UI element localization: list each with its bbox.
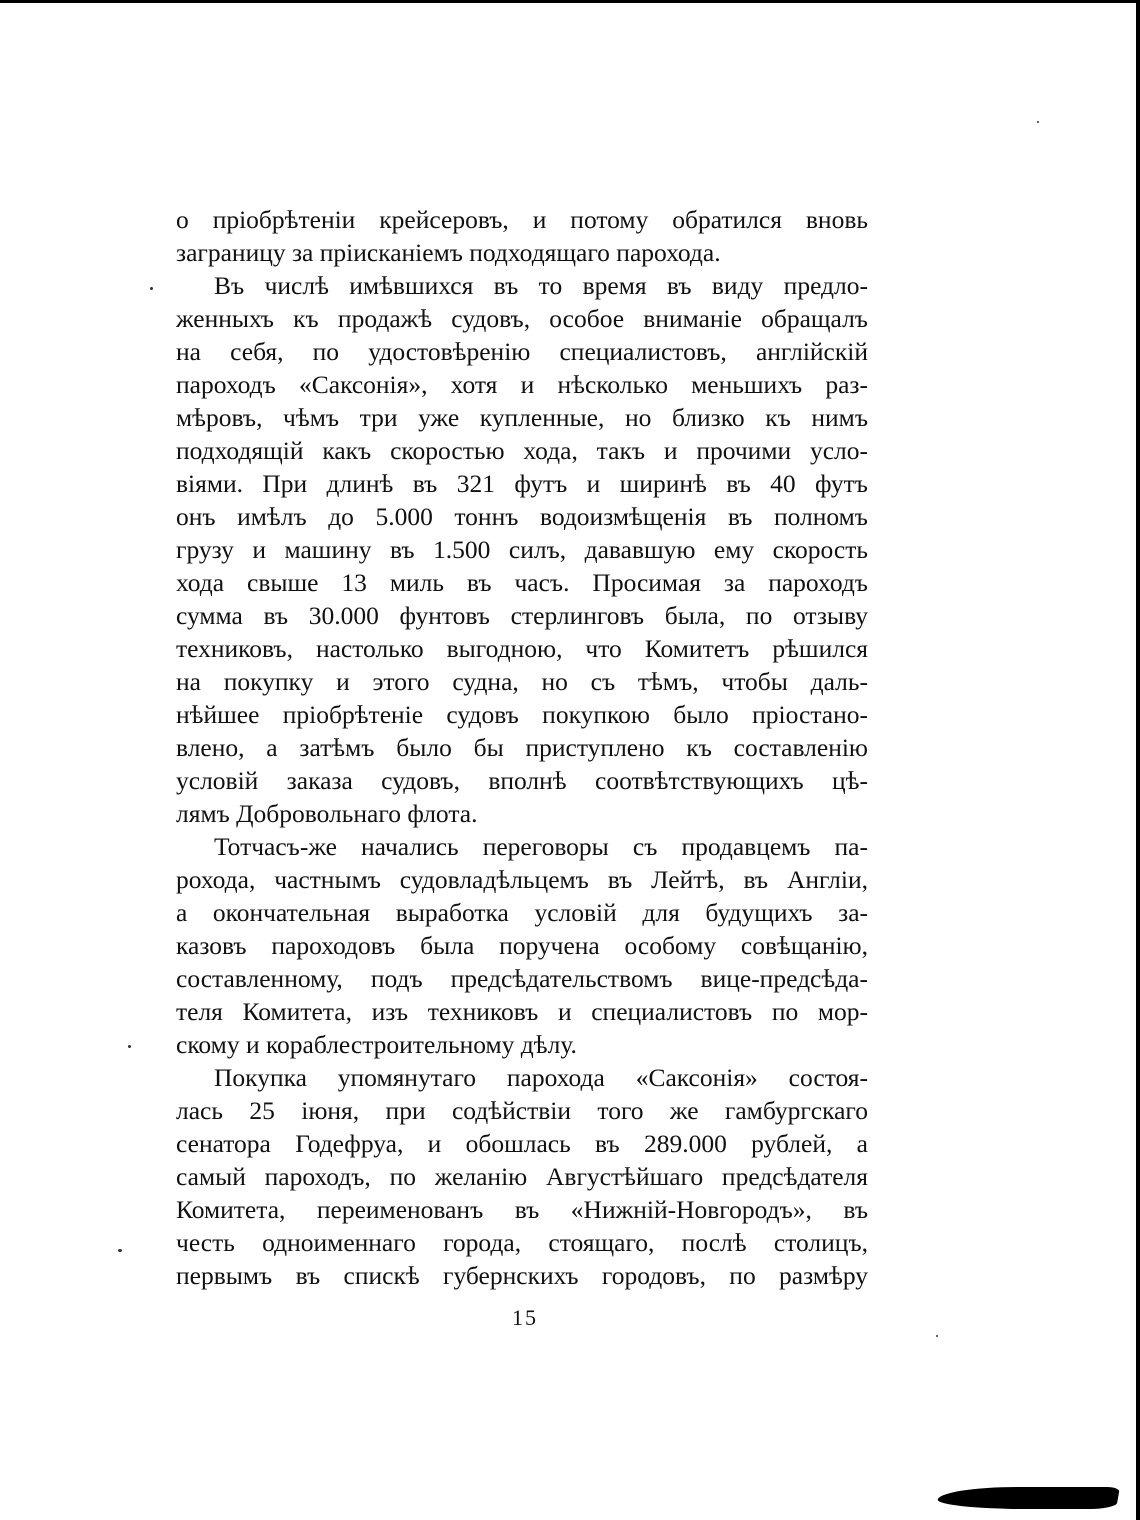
text-line: самый пароходъ, по желанію Августѣйшаго предсѣдателя	[176, 1162, 868, 1191]
text-line: теля Комитета, изъ техниковъ и специалистовъ по мор-	[176, 997, 868, 1026]
scan-speck	[1037, 121, 1039, 123]
text-line: о пріобрѣтеніи крейсеровъ, и потому обратился вновь	[176, 205, 868, 234]
text-line: Тотчасъ-же начались переговоры съ продавцемъ па-	[214, 832, 868, 861]
text-line: подходящій какъ скоростью хода, такъ и прочими усло-	[176, 436, 868, 465]
text-line: лямъ Добровольнаго флота.	[176, 799, 478, 828]
text-line: нѣйшее пріобрѣтеніе судовъ покупкою было пріостано-	[176, 700, 868, 729]
scan-speck	[118, 1249, 122, 1252]
scan-speck	[128, 1045, 131, 1048]
scan-speck	[936, 1335, 938, 1337]
text-line: онъ имѣлъ до 5.000 тоннъ водоизмѣщенія въ полномъ	[176, 502, 868, 531]
scan-smudge	[936, 1487, 1120, 1509]
text-line: на себя, по удостовѣренію специалистовъ, англійскій	[176, 337, 868, 366]
text-line: условій заказа судовъ, вполнѣ соотвѣтствующихъ цѣ-	[176, 766, 868, 795]
text-line: сумма въ 30.000 фунтовъ стерлинговъ была, по отзыву	[176, 601, 868, 630]
text-line: влено, а затѣмъ было бы приступлено къ составленію	[176, 733, 868, 762]
text-line: Въ числѣ имѣвшихся въ то время въ виду предло-	[214, 271, 868, 300]
text-line: заграницу за пріисканіемъ подходящаго парохода.	[176, 238, 721, 267]
text-line: казовъ пароходовъ была поручена особому совѣщанію,	[176, 931, 868, 960]
text-line: рохода, частнымъ судовладѣльцемъ въ Лейтѣ, въ Англіи,	[176, 865, 868, 894]
text-line: лась 25 іюня, при содѣйствіи того же гамбургскаго	[176, 1096, 868, 1125]
text-line: грузу и машину въ 1.500 силъ, дававшую ему скорость	[176, 535, 868, 564]
text-line: Комитета, переименованъ въ «Нижній-Новгородъ», въ	[176, 1195, 868, 1224]
text-line: Покупка упомянутаго парохода «Саксонія» состоя-	[214, 1063, 868, 1092]
text-line: хода свыше 13 миль въ часъ. Просимая за пароходъ	[176, 568, 868, 597]
body-text	[176, 203, 868, 1292]
text-line: женныхъ къ продажѣ судовъ, особое вниманіе обращалъ	[176, 304, 868, 333]
text-line: віями. При длинѣ въ 321 футъ и ширинѣ въ 40 футъ	[176, 469, 868, 498]
text-line: пароходъ «Саксонія», хотя и нѣсколько меньшихъ раз-	[176, 370, 868, 399]
text-line: первымъ въ спискѣ губернскихъ городовъ, по размѣру	[176, 1261, 868, 1290]
text-line: а окончательная выработка условій для будущихъ за-	[176, 898, 868, 927]
text-line: сенатора Годефруа, и обошлась въ 289.000 рублей, а	[176, 1129, 868, 1158]
page-number: 15	[512, 1305, 538, 1330]
text-line: скому и кораблестроительному дѣлу.	[176, 1030, 577, 1059]
scan-speck	[150, 287, 153, 290]
text-line: мѣровъ, чѣмъ три уже купленные, но близко къ нимъ	[176, 403, 868, 432]
text-line: составленному, подъ предсѣдательствомъ вице-предсѣда-	[176, 964, 868, 993]
text-line: на покупку и этого судна, но съ тѣмъ, чтобы даль-	[176, 667, 868, 696]
text-line: честь одноименнаго города, стоящаго, послѣ столицъ,	[176, 1228, 868, 1257]
text-line: техниковъ, настолько выгодною, что Комитетъ рѣшился	[176, 634, 868, 663]
